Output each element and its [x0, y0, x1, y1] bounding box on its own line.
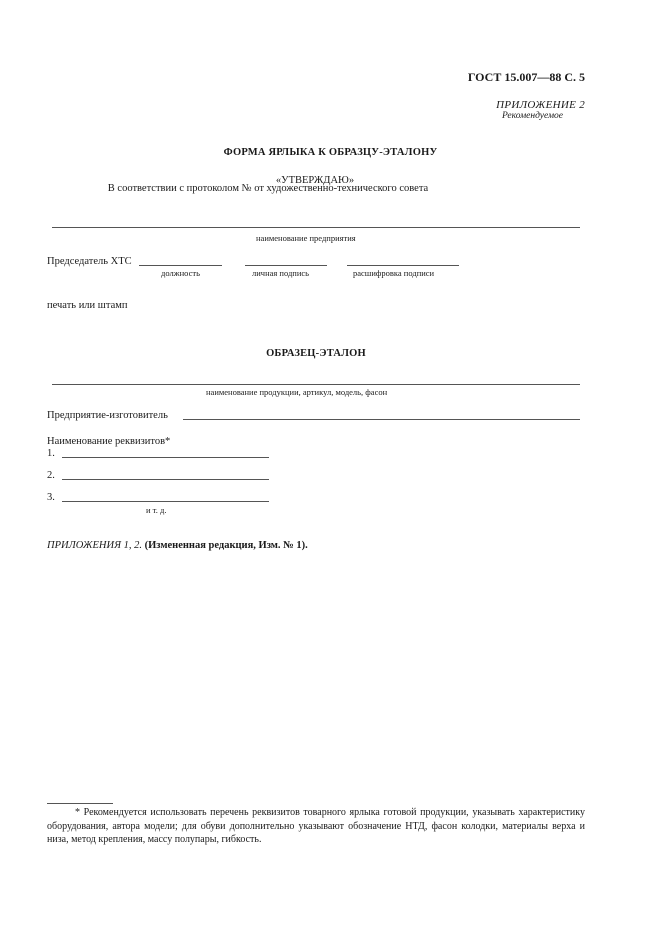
sample-title: ОБРАЗЕЦ-ЭТАЛОН [266, 348, 366, 359]
signature-line [245, 265, 327, 266]
requisite-number: 2. [47, 470, 55, 481]
recommended-label: Рекомендуемое [501, 111, 563, 121]
enterprise-caption: наименование предприятия [256, 233, 356, 243]
position-caption: должность [161, 268, 200, 278]
etc-caption: и т. д. [146, 505, 167, 515]
signature-caption: личная подпись [252, 268, 310, 278]
requisites-title: Наименование реквизитов* [47, 436, 171, 447]
requisite-number: 1. [47, 448, 55, 459]
requisite-line [62, 479, 269, 480]
appendix-label: ПРИЛОЖЕНИЕ 2 [496, 99, 585, 111]
form-title: ФОРМА ЯРЛЫКА К ОБРАЗЦУ-ЭТАЛОНУ [223, 147, 438, 158]
product-caption: наименование продукции, артикул, модель, фасон [206, 387, 388, 397]
requisite-line [62, 457, 269, 458]
requisite-number: 3. [47, 492, 55, 503]
chairman-label: Председатель ХТС [47, 256, 132, 267]
manufacturer-line [183, 419, 580, 420]
footnote: * Рекомендуется использовать перечень реквизитов товарного ярлыка готовой продукции, указывать характеристику оборудования, автора модели; для обуви дополнительно указывают обозначение НТД, фасон колодки, материалы верха и низа, метод крепления, массу полупары, гибкость. [47, 807, 585, 845]
stamp-label: печать или штамп [47, 300, 128, 311]
approve-stamp-text: «УТВЕРЖДАЮ» [275, 175, 355, 186]
decode-line [347, 265, 459, 266]
position-line [139, 265, 222, 266]
changes-appendices: ПРИЛОЖЕНИЯ 1, 2. [47, 540, 142, 551]
requisite-line [62, 501, 269, 502]
product-name-line [52, 384, 580, 385]
enterprise-name-line [52, 227, 580, 228]
footnote-separator [47, 803, 113, 804]
changes-note [47, 540, 308, 551]
decode-caption: расшифровка подписи [353, 268, 435, 278]
protocol-text: В соответствии с протоколом № от художественно-технического совета [107, 183, 429, 194]
document-reference: ГОСТ 15.007—88 С. 5 [467, 70, 585, 84]
manufacturer-label: Предприятие-изготовитель [47, 410, 168, 421]
changes-edition: (Измененная редакция, Изм. № 1). [144, 540, 308, 551]
